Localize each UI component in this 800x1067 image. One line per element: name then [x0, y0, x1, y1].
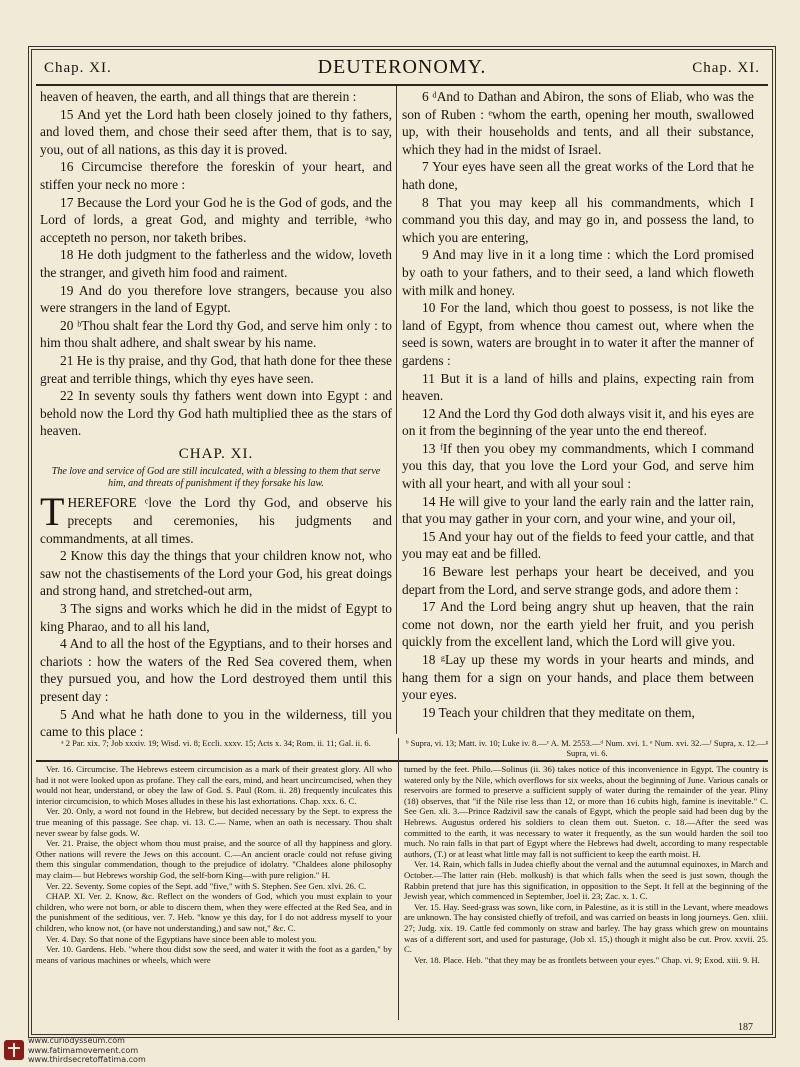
- commentary-notes-left: [36, 764, 392, 965]
- watermark-url[interactable]: www.thirdsecretoffatima.com: [28, 1055, 146, 1065]
- note-paragraph: Ver. 20. Only, a word not found in the Hebrew, but decided necessary by the Sept. to express the true meaning of this passage. See chap. vi. 13. C.— Name, when an oath is necessary. Thou shalt never swear by false gods. W.: [36, 806, 392, 838]
- note-paragraph: Ver. 14. Rain, which falls in Judea chiefly about the vernal and the autumnal equinoxes, in March and October.—The latter rain (Heb. molkush) is that which falls when the seed is just sown, though the Rabbin pretend that jure has this signification, in opposition to the Sept. It fell at the beginning of the Jewish year, which commenced in September, Joel ii. 23; Zac. x. 1. C.: [404, 859, 768, 902]
- verse-paragraph: 17 Because the Lord your God he is the God of gods, and the Lord of lords, a great God, and mighty and terrible, ᵃwho accepteth no person, nor taketh bribes.: [40, 194, 392, 245]
- cross-references-left: ᵃ 2 Par. xix. 7; Job xxxiv. 19; Wisd. vi. 8; Eccli. xxxv. 15; Acts x. 34; Rom. ii. 11; Gal. ii. 6.: [61, 738, 371, 748]
- verse-paragraph: 14 He will give to your land the early rain and the latter rain, that you may gather in your corn, and your wine, and your oil,: [402, 493, 754, 527]
- verse-paragraph: 8 That you may keep all his commandments, which I command you this day, and may go in, and possess the land, to which you are entering,: [402, 194, 754, 245]
- chapter-summary: The love and service of God are still inculcated, with a blessing to them that serve him, and threats of punishment if they forsake his law.: [51, 466, 381, 490]
- verse-paragraph: 10 For the land, which thou goest to possess, is not like the land of Egypt, from whence thou camest out, where when the seed is sown, waters are brought in to water it after the manner of gardens :: [402, 300, 754, 368]
- verse-paragraph: 16 Circumcise therefore the foreskin of your heart, and stiffen your neck no more :: [40, 159, 392, 192]
- verse-paragraph: 9 And may live in it a long time : which the Lord promised by oath to your fathers, and to their seed, a land which floweth with milk and honey.: [402, 247, 754, 298]
- verse-paragraph: 21 He is thy praise, and thy God, that hath done for thee these great and terrible things, which thy eyes have seen.: [40, 352, 392, 386]
- verse-paragraph: 17 And the Lord being angry shut up heaven, that the rain come not down, nor the earth yield her fruit, and you perish quickly from the excellent land, which the Lord will give you.: [402, 599, 754, 650]
- verse-paragraph: 19 Teach your children that they meditate on them,: [422, 704, 695, 720]
- chapter-title: CHAP. XI.: [178, 445, 254, 462]
- verse-paragraph: 6 ᵈAnd to Dathan and Abiron, the sons of Eliab, who was the son of Ruben : ᵉwhom the earth, opening her mouth, swallowed up, with their households and tents, and all their substance, which they had in the midst of Israel.: [402, 89, 754, 157]
- watermark-url[interactable]: www.fatimamovement.com: [28, 1045, 139, 1055]
- note-paragraph: Ver. 10. Gardens. Heb. "where thou didst sow the seed, and water it with the foot as a garden," by means of various machines or wheels, which were: [36, 944, 392, 965]
- verse-paragraph: 15 And yet the Lord hath been closely joined to thy fathers, and loved them, and chose their seed after them, that is to say, you, out of all nations, as this day it is proved.: [40, 106, 392, 157]
- chapter-label-left: Chap. XI.: [44, 60, 112, 76]
- note-paragraph: Ver. 22. Seventy. Some copies of the Sept. add "five," with S. Stephen. See Gen. xlvi. 26. C.: [46, 880, 367, 891]
- drop-cap: T: [40, 489, 65, 535]
- first-verse-paragraph: [40, 489, 392, 547]
- left-text-column: [40, 88, 392, 741]
- cross-references-right: ᵇ Supra, vi. 13; Matt. iv. 10; Luke iv. 8.—ᶜ A. M. 2553.—ᵈ Num. xvi. 1. ᵉ Num. xvi. 32.—ᶠ Supra, x. 12.—ᵍ Supra, vi. 6.: [405, 738, 769, 758]
- verse-paragraph: 12 And the Lord thy God doth always visit it, and his eyes are on it from the beginning of the year unto the end thereof.: [402, 405, 754, 439]
- verse-paragraph: 20 ᵇThou shalt fear the Lord thy God, and serve him only : to him thou shalt adhere, and shalt swear by his name.: [40, 317, 392, 351]
- verse-paragraph: 22 In seventy souls thy fathers went down into Egypt : and behold now the Lord thy God hath multiplied thee as the stars of heaven.: [40, 388, 392, 439]
- page-number: 187: [738, 1022, 753, 1033]
- note-paragraph: Ver. 16. Circumcise. The Hebrews esteem circumcision as a mark of their greatest glory. All who had it not were looked upon as profane. They call the ears, mind, and heart uncircumcised, when they would not hear, understand, or obey the law of God. S. Paul (Rom. ii. 28) frequently inculcates this interior circumcision, to which Moses alludes in these his last exhortations. Chap. xxx. 6. C.: [36, 764, 392, 806]
- verse-paragraph: 18 He doth judgment to the fatherless and the widow, loveth the stranger, and giveth him food and raiment.: [40, 247, 392, 280]
- note-paragraph: Ver. 21. Praise, the object whom thou must praise, and the source of all thy happiness and glory. Other nations will revere the Jews on this account. C.—An ancient oracle could not refuse giving them this singular commendation, though to the prejudice of idolatry. "Chaldees alone philosophy may claim— but Hebrews worship God, the self-born King—with pure religion." H.: [36, 838, 392, 880]
- right-text-column: [402, 88, 754, 721]
- note-paragraph: turned by the feet. Philo.—Solinus (ii. 36) takes notice of this inconvenience in Egypt. The country is watered only by the Nile, which overflows for six weeks, about the beginning of June. Various canals or reservoirs are formed to preserve a sufficient supply of water during the remainder of the year. Pliny (18) observes, that "if the Nile rise less than 12, or more than 16 cubits high, famine is inevitable." C. See Gen. xli. 3.—Prince Radzivil saw the canals of Egypt, which the people said had been dug by the Hebrews. Augustus ordered his soldiers to clean them out. Sueton. c. 18.—After the seed was committed to the earth, it was necessary to water it frequently, as the sun would harden the soil too much. No rain falls in that part of Egypt where the Hebrews had dwelt, according to many respectable authors, (T.) or at least what little may fall is not sufficient to keep the earth moist. H.: [404, 764, 768, 859]
- verse-paragraph: 11 But it is a land of hills and plains, expecting rain from heaven.: [402, 370, 754, 404]
- chapter-label-right: Chap. XI.: [692, 60, 760, 76]
- verse-paragraph: 7 Your eyes have seen all the great works of the Lord that he hath done,: [402, 159, 754, 192]
- watermark-url[interactable]: www.curiodysseum.com: [28, 1036, 125, 1045]
- verse-paragraph: heaven of heaven, the earth, and all things that are therein :: [40, 89, 357, 104]
- watermark-urls: [28, 1036, 146, 1065]
- verse-paragraph: 5 And what he hath done to you in the wilderness, till you came to this place :: [40, 706, 392, 740]
- verse-paragraph: 19 And do you therefore love strangers, because you also were strangers in the land of Egypt.: [40, 282, 392, 316]
- verse-paragraph: 13 ᶠIf then you obey my commandments, which I command you this day, that you love the Lord your God, and serve him with all your heart, and with all your soul :: [402, 440, 754, 492]
- cross-logo-icon: [4, 1040, 24, 1060]
- book-title: DEUTERONOMY.: [317, 56, 487, 78]
- note-paragraph: Ver. 15. Hay. Seed-grass was sown, like corn, in Palestine, as it is still in the Levant, where meadows are unknown. The hay consisted chiefly of trefoil, and was carried on beasts in long journeys. Gen. xliii. 27; Judg. xix. 19. Cattle fed commonly on straw and barley. The hay grass which grew on mountains was of a different sort, and used for pasturage, (Job xl. 15,) though it might also be cut. Prov. xxvii. 25. C.: [404, 901, 768, 955]
- note-paragraph: CHAP. XI. Ver. 2. Know, &c. Reflect on the wonders of God, which you must explain to your children, who were not born, or able to discern them, when they were effected at the Red Sea, and in the punishment of the seditious, ver. 7. Heb. "know ye this day, for I do not address myself to your children, who know not, (or have not understanding,) and saw not," &c. C.: [36, 891, 392, 933]
- commentary-notes-right: [404, 764, 768, 965]
- verse-paragraph: 16 Beware lest perhaps your heart be deceived, and you depart from the Lord, and serve strange gods, and adore them :: [402, 564, 754, 597]
- note-paragraph: Ver. 4. Day. So that none of the Egyptians have since been able to molest you.: [46, 933, 317, 944]
- notes-divider: [36, 760, 768, 762]
- notes-column-divider: [398, 738, 399, 1020]
- running-header: [36, 54, 768, 86]
- verse-paragraph: 3 The signs and works which he did in the midst of Egypt to king Pharao, and to all his land,: [40, 601, 392, 634]
- column-divider: [396, 86, 397, 734]
- first-verse-text: HEREFORE ᶜlove the Lord thy God, and observe his precepts and ceremonies, his judgments and commandments, at all times.: [40, 495, 392, 546]
- verse-paragraph: 15 And your hay out of the fields to feed your cattle, and that you may eat and be filled.: [402, 528, 754, 562]
- verse-paragraph: 18 ᵍLay up these my words in your hearts and minds, and hang them for a sign on your hands, and place them between your eyes.: [402, 652, 754, 703]
- footer-rule: [36, 1034, 768, 1035]
- verse-paragraph: 2 Know this day the things that your children know not, who saw not the chastisements of the Lord your God, his great doings and strong hand, and stretched-out arm,: [40, 548, 392, 599]
- note-paragraph: Ver. 18. Place. Heb. "that they may be as frontlets between your eyes." Chap. vi. 9; Exod. xiii. 9. H.: [414, 954, 760, 965]
- verse-paragraph: 4 And to all the host of the Egyptians, and to their horses and chariots : how the waters of the Red Sea covered them, when they pursued you, and how the Lord destroyed them until this present day :: [40, 636, 392, 704]
